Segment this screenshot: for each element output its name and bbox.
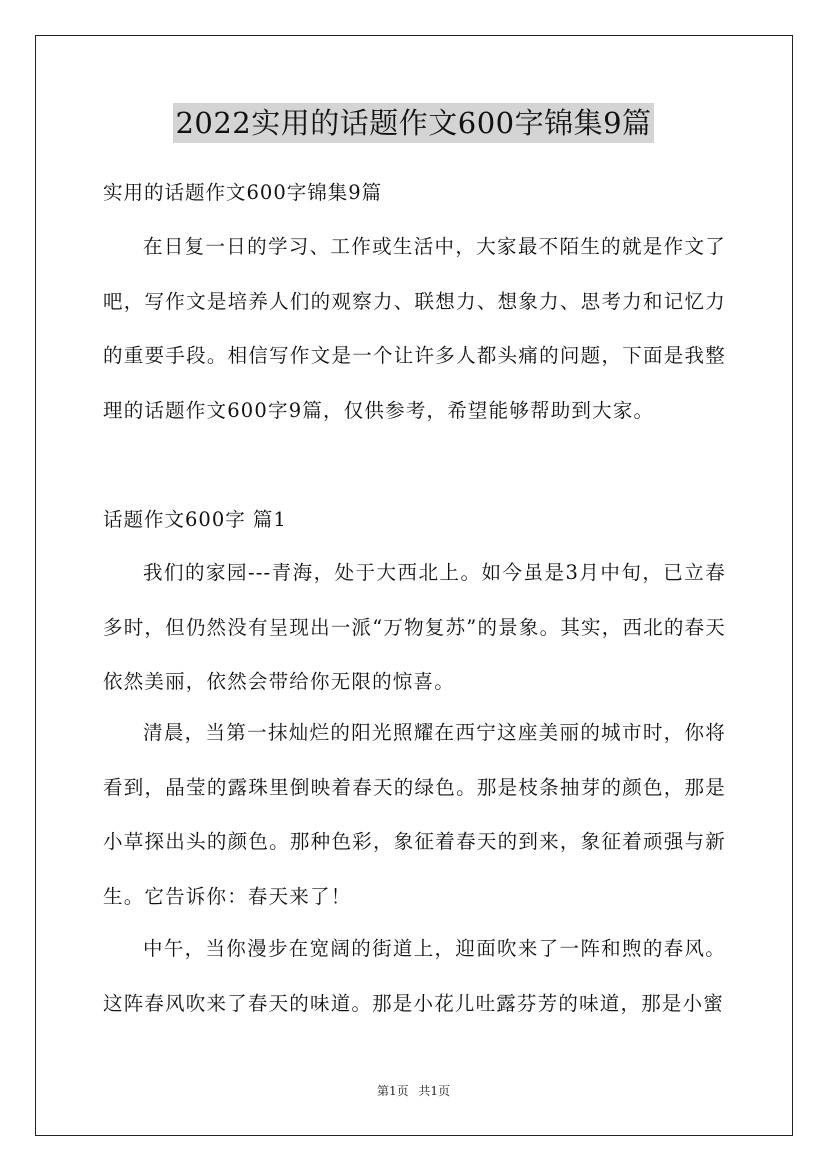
document-title: 2022实用的话题作文600字锦集9篇: [173, 103, 653, 143]
section-heading: 话题作文600字 篇1: [103, 508, 287, 531]
body-paragraph: 中午，当你漫步在宽阔的街道上，迎面吹来了一阵和煦的春风。这阵春风吹来了春天的味道。那是小花儿吐露芬芳的味道，那是小蜜: [103, 937, 726, 1015]
page-total: 共1页: [418, 1084, 451, 1098]
intro-paragraph: 在日复一日的学习、工作或生活中，大家最不陌生的就是作文了吧，写作文是培养人们的观察力、联想力、想象力、思考力和记忆力的重要手段。相信写作文是一个让许多人都头痛的问题，下面是我整理的话题作文600字9篇，仅供参考，希望能够帮助到大家。: [103, 235, 726, 422]
page-footer: [0, 1083, 827, 1099]
page-number: 第1页: [376, 1084, 409, 1098]
document-subtitle: 实用的话题作文600字锦集9篇: [103, 181, 383, 204]
body-paragraph: 清晨，当第一抹灿烂的阳光照耀在西宁这座美丽的城市时，你将看到，晶莹的露珠里倒映着春天的绿色。那是枝条抽芽的颜色，那是小草探出头的颜色。那种色彩，象征着春天的到来，象征着顽强与新生。它告诉你：春天来了！: [103, 721, 726, 908]
body-paragraph: 我们的家园---青海，处于大西北上。如今虽是3月中旬，已立春多时，但仍然没有呈现出一派“万物复苏”的景象。其实，西北的春天依然美丽，依然会带给你无限的惊喜。: [103, 561, 726, 693]
document-title-wrap: [0, 103, 827, 143]
